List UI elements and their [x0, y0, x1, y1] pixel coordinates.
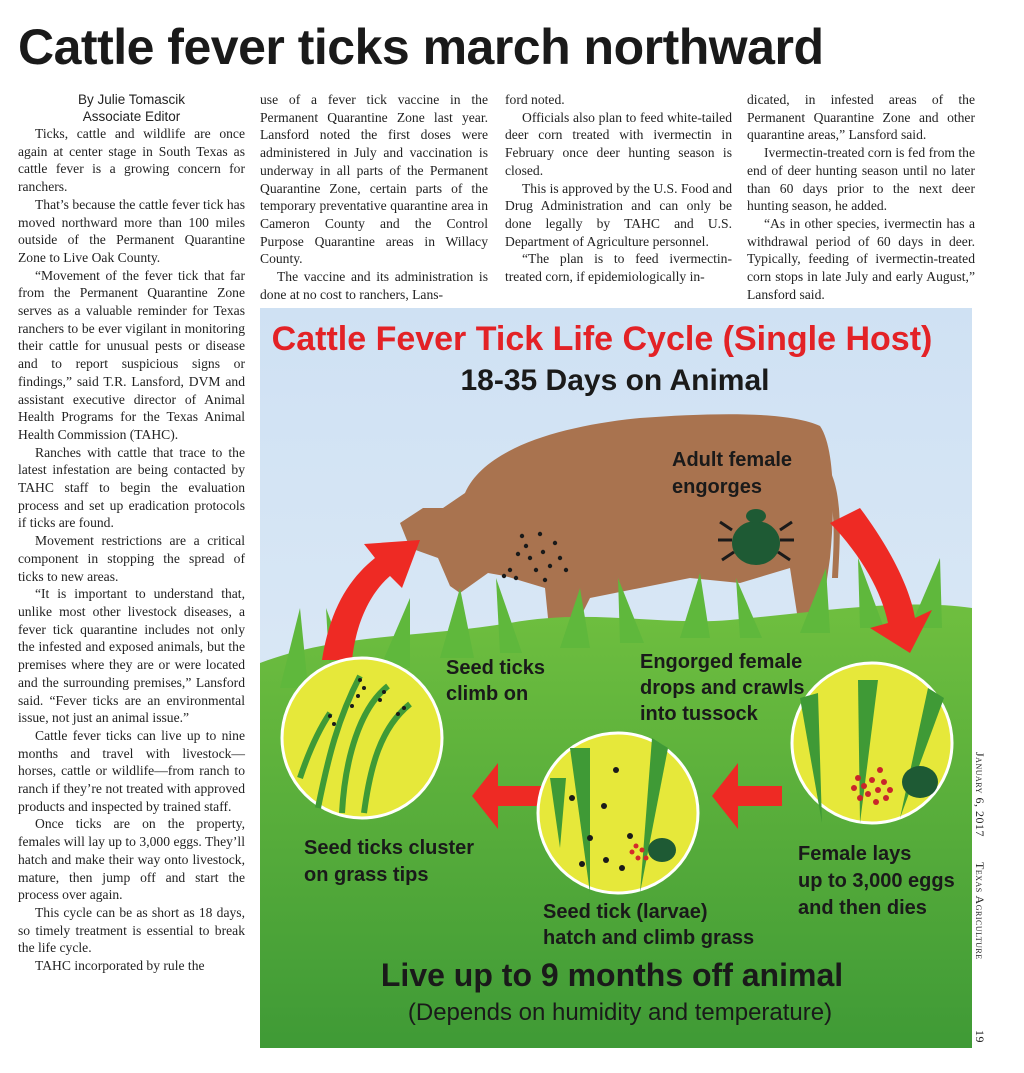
paragraph: Once ticks are on the property, females will lay up to 3,000 eggs. They’ll hatch and make their way onto livestock, mature, then jump off and start the process over again.: [18, 816, 245, 903]
byline: [18, 91, 245, 125]
label-line: engorges: [672, 476, 763, 498]
paragraph: Cattle fever ticks can live up to nine months and travel with livestock—horses, cattle or wildlife—from ranch to ranch if they’re not treated with approved products and inspected by trained staff.: [18, 727, 245, 814]
paragraph: Ivermectin-treated corn is fed from the end of deer hunting season until no later than 60 days prior to the next deer hunting season, he added.: [747, 145, 975, 214]
paragraph: This cycle can be as short as 18 days, so timely treatment is essential to break the life cycle.: [18, 904, 245, 956]
label-line: into tussock: [640, 703, 758, 725]
paragraph: use of a fever tick vaccine in the Permanent Quarantine Zone last year. Lansford noted the first doses were administered in July and vaccination is underway in all parts of the Permanent Quarantine Zone, certain parts of the temporary preventative quarantine area in Cameron County and the Control Purpose Quarantine areas in Willacy County.: [260, 92, 488, 267]
article-column-3: [505, 91, 732, 286]
label-line: Seed ticks: [446, 657, 545, 679]
infographic-footer-main: Live up to 9 months off animal: [380, 957, 844, 993]
article-column-4: [747, 91, 975, 303]
tick-life-cycle-infographic: [260, 308, 972, 1048]
label-line: drops and crawls: [640, 677, 805, 699]
label-line: hatch and climb grass: [543, 927, 755, 949]
infographic-subtitle: 18-35 Days on Animal: [460, 364, 770, 397]
headline: Cattle fever ticks march northward: [18, 19, 824, 75]
byline-author: By Julie Tomascik: [77, 92, 186, 107]
paragraph: “As in other species, ivermectin has a withdrawal period of 60 days in deer. Typically, feeding of ivermectin-treated corn stops in late July and early August,” Lansford said.: [747, 215, 975, 302]
label-line: climb on: [446, 683, 529, 705]
paragraph: ford noted.: [505, 92, 565, 107]
paragraph: That’s because the cattle fever tick has moved northward more than 100 miles outside of the Permanent Quarantine Zone to Live Oak County.: [18, 196, 245, 265]
byline-title: Associate Editor: [82, 109, 181, 124]
article-column-2: [260, 91, 488, 303]
article-column-1: [18, 91, 245, 975]
label-line: and then dies: [798, 897, 927, 919]
page-number: 19: [973, 1030, 987, 1043]
infographic-illustration: [260, 308, 972, 1048]
circle-larvae-hatch: [538, 733, 698, 893]
paragraph: “Movement of the fever tick that far from the Permanent Quarantine Zone serves as a valuable reminder for Texas ranchers to be ever vigilant in monitoring their cattle for unusual pests or disease and to report suspicious signs or findings,” said T.R. Lansford, DVM and assistant executive director of Animal Health Programs for the Texas Animal Health Commission (TAHC).: [18, 267, 245, 442]
paragraph: Ranches with cattle that trace to the latest infestation are being contacted by TAHC staff to begin the evaluation process and set up eradication protocols if ticks are found.: [18, 444, 245, 531]
label-line: Female lays: [798, 843, 912, 865]
paragraph: TAHC incorporated by rule the: [35, 958, 205, 974]
paragraph: “It is important to understand that, unlike most other livestock diseases, a fever tick quarantine includes not only the infested and exposed animals, but the premises where they are or were located and the surrounding premises,” Lansford said. “Fever ticks are an environmental issue, not just an animal issue.”: [18, 586, 245, 726]
circle-female-lays: [792, 663, 952, 823]
paragraph: “The plan is to feed ivermectin-treated corn, if epidemiologically in-: [505, 251, 732, 285]
paragraph: Movement restrictions are a critical component in stopping the spread of ticks to new areas.: [18, 533, 245, 584]
infographic-title: Cattle Fever Tick Life Cycle (Single Host): [271, 320, 933, 358]
paragraph: The vaccine and its administration is done at no cost to ranchers, Lans-: [260, 269, 488, 302]
label-line: Adult female: [672, 449, 793, 471]
label-line: up to 3,000 eggs: [798, 870, 955, 892]
paragraph: This is approved by the U.S. Food and Drug Administration and can only be done legally by TAHC and U.S. Department of Agriculture personnel.: [505, 180, 732, 249]
label-line: on grass tips: [304, 864, 429, 886]
label-line: Engorged female: [640, 651, 803, 673]
infographic-footer-sub: (Depends on humidity and temperature): [407, 999, 833, 1026]
label-line: Seed tick (larvae): [543, 901, 708, 923]
label-line: Seed ticks cluster: [304, 837, 475, 859]
paragraph: Officials also plan to feed white-tailed deer corn treated with ivermectin in February once deer hunting season is closed.: [505, 109, 732, 178]
paragraph: dicated, in infested areas of the Permanent Quarantine Zone and other quarantine areas,” Lansford said.: [747, 92, 975, 143]
paragraph: Ticks, cattle and wildlife are once again at center stage in South Texas as cattle fever is a growing concern for ranchers.: [18, 126, 245, 195]
circle-seed-cluster: [282, 658, 442, 818]
issue-date: January 6, 2017: [973, 752, 987, 837]
publication-name: Texas Agriculture: [973, 862, 987, 960]
